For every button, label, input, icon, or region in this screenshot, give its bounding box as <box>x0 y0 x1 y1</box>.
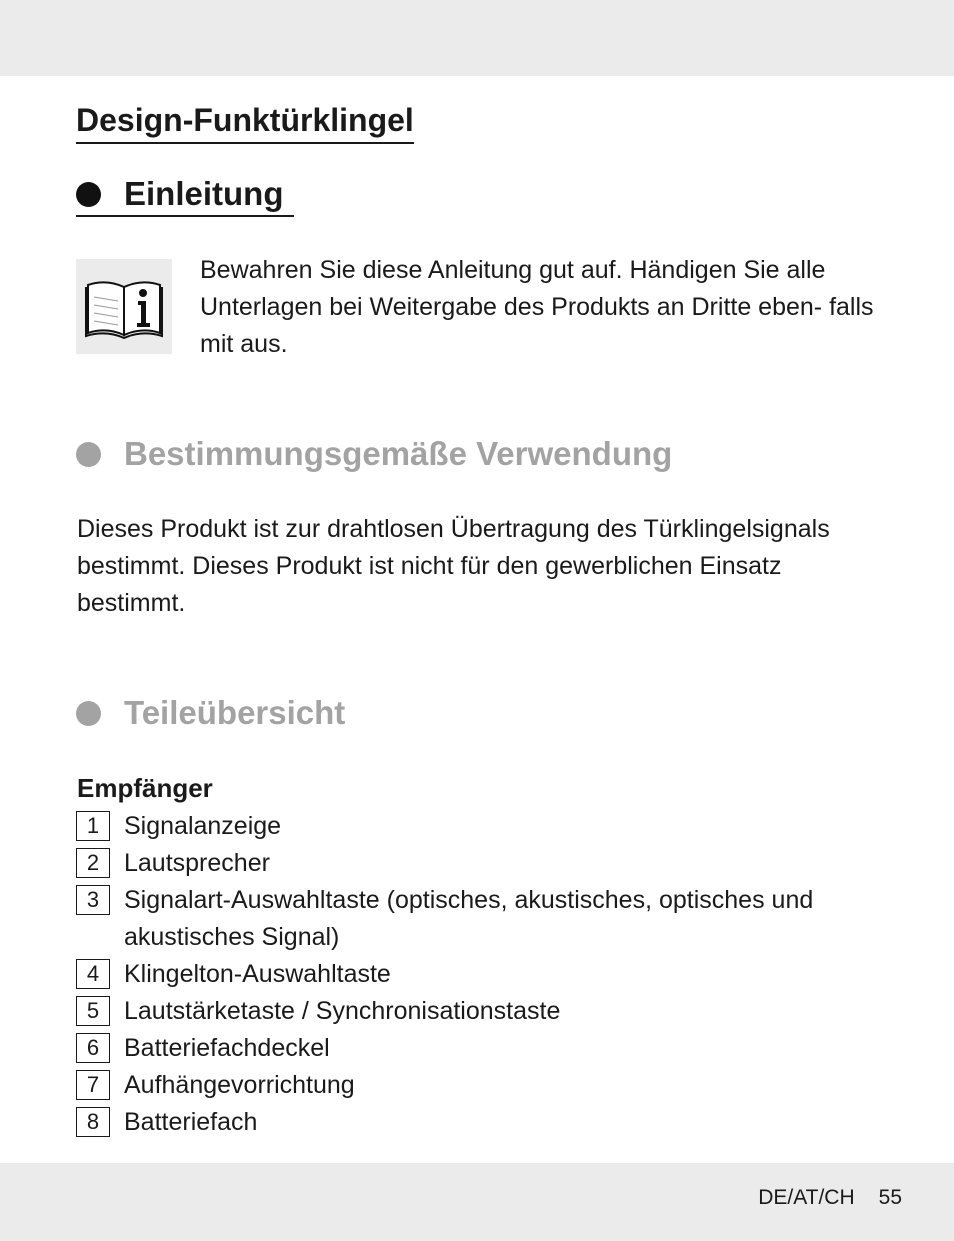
part-label: Signalanzeige <box>124 812 282 840</box>
book-info-icon <box>76 259 172 354</box>
heading-underline <box>76 215 294 217</box>
parts-list <box>76 808 876 1141</box>
list-item <box>76 808 876 845</box>
part-number-box: 2 <box>76 848 110 878</box>
part-number-box: 3 <box>76 885 110 915</box>
footer-locale: DE/AT/CH <box>758 1186 855 1209</box>
part-number-box: 4 <box>76 959 110 989</box>
part-label: Batteriefachdeckel <box>124 1034 330 1062</box>
page-footer <box>720 1183 902 1213</box>
empfaenger-heading: Empfänger <box>77 773 213 803</box>
part-number-box: 1 <box>76 811 110 841</box>
list-item <box>76 1104 876 1141</box>
part-number-box: 7 <box>76 1070 110 1100</box>
paragraph: Dieses Produkt ist zur drahtlosen Übertragung des Türklingelsignals bestimmt. Dieses Produkt ist nicht für den gewerblichen Einsatz bestimmt. <box>77 515 830 617</box>
header-band <box>0 0 954 76</box>
list-item <box>76 956 876 993</box>
part-label: Signalart-Auswahltaste (optisches, akustisches, optisches und akustisches Signal) <box>124 886 814 951</box>
part-label: Lautsprecher <box>124 849 270 877</box>
page-number: 55 <box>878 1186 902 1209</box>
part-label: Aufhängevorrichtung <box>124 1071 355 1099</box>
part-number-box: 5 <box>76 996 110 1026</box>
section-heading: Teileübersicht <box>124 694 346 731</box>
list-item <box>76 882 876 956</box>
einleitung-text <box>200 252 880 363</box>
document-title: Design-Funktürklingel <box>76 100 414 144</box>
list-item <box>76 845 876 882</box>
part-number-box: 8 <box>76 1107 110 1137</box>
list-item <box>76 1030 876 1067</box>
section-einleitung <box>76 176 316 220</box>
part-number-box: 6 <box>76 1033 110 1063</box>
section-heading: Bestimmungsgemäße Verwendung <box>124 435 673 472</box>
section-bullet <box>76 442 101 467</box>
part-label: Klingelton-Auswahltaste <box>124 960 391 988</box>
list-item <box>76 1067 876 1104</box>
verwendung-text <box>77 511 867 622</box>
paragraph: Bewahren Sie diese Anleitung gut auf. Händigen Sie alle Unterlagen bei Weitergabe des Produkts an Dritte eben- falls mit aus. <box>200 256 874 358</box>
section-heading: Einleitung <box>124 175 284 212</box>
list-item <box>76 993 876 1030</box>
part-label: Batteriefach <box>124 1108 258 1136</box>
section-teileuebersicht <box>76 693 476 737</box>
section-bestimmungsgemaesse-verwendung <box>76 435 776 479</box>
section-bullet <box>76 701 101 726</box>
section-bullet <box>76 182 101 207</box>
part-label: Lautstärketaste / Synchronisationstaste <box>124 997 561 1025</box>
